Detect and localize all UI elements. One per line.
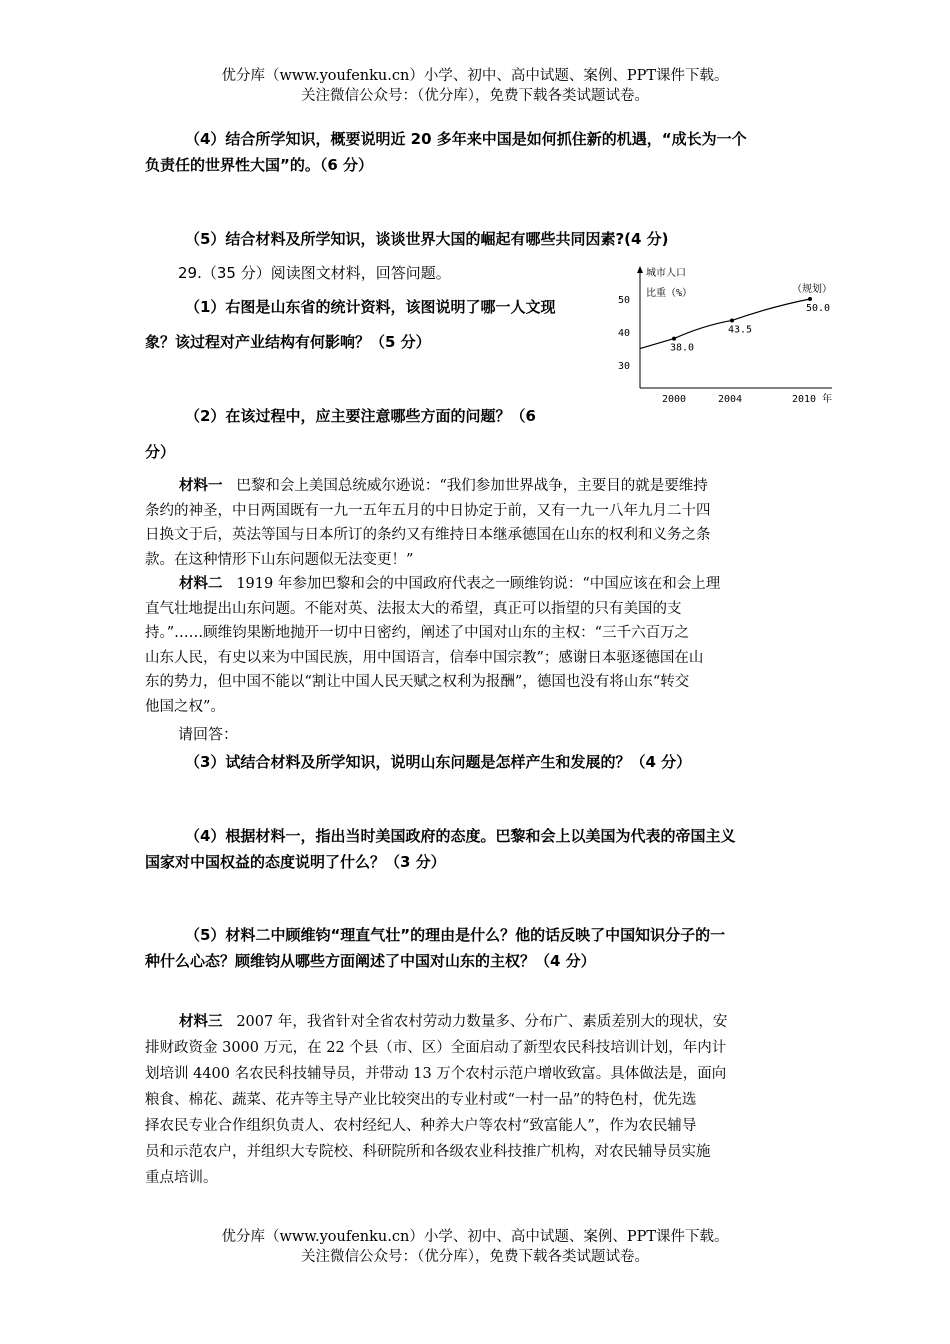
page-footer <box>0 1227 950 1267</box>
x-tick-2004: 2004 <box>718 394 743 405</box>
data-label-2010: 50.0 <box>806 303 831 314</box>
q29-1-line-1: （1）右图是山东省的统计资料，该图说明了哪一人文现 <box>185 298 556 316</box>
q29-4-line-1: （4）根据材料一，指出当时美国政府的态度。巴黎和会上以美国为代表的帝国主义 <box>185 827 736 845</box>
material-3-line: 择农民专业合作组织负责人、农村经纪人、种养大户等农村“致富能人”，作为农民辅导 <box>145 1118 697 1134</box>
data-point-2000 <box>672 337 676 341</box>
y-axis-label-line-1: 城市人口 <box>646 268 686 279</box>
material-2-line: 他国之权”。 <box>145 698 225 715</box>
plan-annotation: （规划） <box>792 284 832 295</box>
x-tick-2010: 2010 年 <box>792 394 833 405</box>
material-3 <box>145 1009 810 1191</box>
y-tick-30: 30 <box>618 361 631 372</box>
material-1-line: 条约的神圣，中日两国既有一九一五年五月的中日协定于前，又有一九一八年九月二十四 <box>145 502 711 519</box>
material-3-line: 重点培训。 <box>145 1170 218 1186</box>
footer-line-2: 关注微信公众号：（优分库），免费下载各类试题试卷。 <box>301 1249 649 1265</box>
material-1 <box>145 474 810 572</box>
header-line-1: 优分库（www.youfenku.cn）小学、初中、高中试题、案例、PPT课件下载。 <box>221 68 729 84</box>
material-1-line: 巴黎和会上美国总统威尔逊说：“我们参加世界战争，主要目的就是要维持 <box>236 478 708 494</box>
y-tick-50: 50 <box>618 295 631 306</box>
material-1-line: 日换文于后，英法等国与日本所订的条约又有维持日本继承德国在山东的权利和义务之条 <box>145 527 711 543</box>
y-tick-40: 40 <box>618 328 631 339</box>
header-line-2: 关注微信公众号：（优分库），免费下载各类试题试卷。 <box>301 88 649 104</box>
y-axis-arrow <box>637 266 643 273</box>
q29-4-line-2: 国家对中国权益的态度说明了什么？（3 分） <box>145 853 446 871</box>
q29-5-line-2: 种什么心态？顾维钧从哪些方面阐述了中国对山东的主权？（4 分） <box>145 952 596 970</box>
material-3-line: 2007 年，我省针对全省农村劳动力数量多、分布广、素质差别大的现状，安 <box>236 1014 728 1030</box>
data-label-2004: 43.5 <box>728 324 753 336</box>
material-1-label: 材料一 <box>179 478 223 494</box>
q29-1-line-2: 象？该过程对产业结构有何影响？（5 分） <box>145 333 431 351</box>
please-answer: 请回答： <box>178 725 239 743</box>
data-label-2000: 38.0 <box>670 342 695 354</box>
material-3-line: 粮食、棉花、蔬菜、花卉等主导产业比较突出的专业村或“一村一品”的特色村，优先选 <box>145 1092 697 1108</box>
material-2 <box>145 572 810 719</box>
material-3-line: 划培训 4400 名农民科技辅导员，并带动 13 万个农村示范户增收致富。具体做法是，面向 <box>145 1066 727 1082</box>
q29-2-line-2: 分） <box>145 443 176 461</box>
q29-intro: 29.（35 分）阅读图文材料，回答问题。 <box>178 264 451 282</box>
material-3-line: 排财政资金 3000 万元，在 22 个县（市、区）全面启动了新型农民科技培训计划，年内计 <box>145 1040 727 1056</box>
material-2-line: 持。”……顾维钧果断地抛开一切中日密约，阐述了中国对山东的主权：“三千六百万之 <box>145 625 690 641</box>
q29-3: （3）试结合材料及所学知识，说明山东问题是怎样产生和发展的？（4 分） <box>185 753 692 771</box>
data-point-2010 <box>808 297 812 301</box>
material-2-label: 材料二 <box>179 576 223 592</box>
material-2-line: 直气壮地提出山东问题。不能对英、法报太大的希望，真正可以指望的只有美国的支 <box>145 600 682 617</box>
q28-4-line-2: 负责任的世界性大国”的。（6 分） <box>145 156 374 174</box>
q28-5: （5）结合材料及所学知识，谈谈世界大国的崛起有哪些共同因素?(4 分) <box>185 230 669 248</box>
q28-4-line-1: （4）结合所学知识，概要说明近 20 多年来中国是如何抓住新的机遇，“成长为一个 <box>185 130 747 148</box>
material-2-line: 山东人民，有史以来为中国民族，用中国语言，信奉中国宗教”；感谢日本驱逐德国在山 <box>145 649 704 666</box>
material-3-label: 材料三 <box>179 1014 223 1030</box>
q29-2-line-1: （2）在该过程中，应主要注意哪些方面的问题？（6 <box>185 407 536 425</box>
material-3-line: 员和示范农户，并组织大专院校、科研院所和各级农业科技推广机构，对农民辅导员实施 <box>145 1144 711 1160</box>
material-1-line: 款。在这种情形下山东问题似无法变更！” <box>145 551 414 568</box>
urban-population-chart <box>610 262 840 410</box>
x-tick-2000: 2000 <box>662 394 687 405</box>
q29-5-line-1: （5）材料二中顾维钧“理直气壮”的理由是什么？他的话反映了中国知识分子的一 <box>185 926 726 944</box>
series-line <box>640 299 810 349</box>
material-2-line: 1919 年参加巴黎和会的中国政府代表之一顾维钧说：“中国应该在和会上理 <box>236 576 721 592</box>
material-2-line: 东的势力，但中国不能以“割让中国人民天赋之权利为报酬”，德国也没有将山东“转交 <box>145 674 690 690</box>
y-axis-label-line-2: 比重（%） <box>646 288 693 299</box>
page-header <box>0 66 950 106</box>
footer-line-1: 优分库（www.youfenku.cn）小学、初中、高中试题、案例、PPT课件下载。 <box>221 1229 729 1245</box>
data-point-2004 <box>730 318 734 322</box>
